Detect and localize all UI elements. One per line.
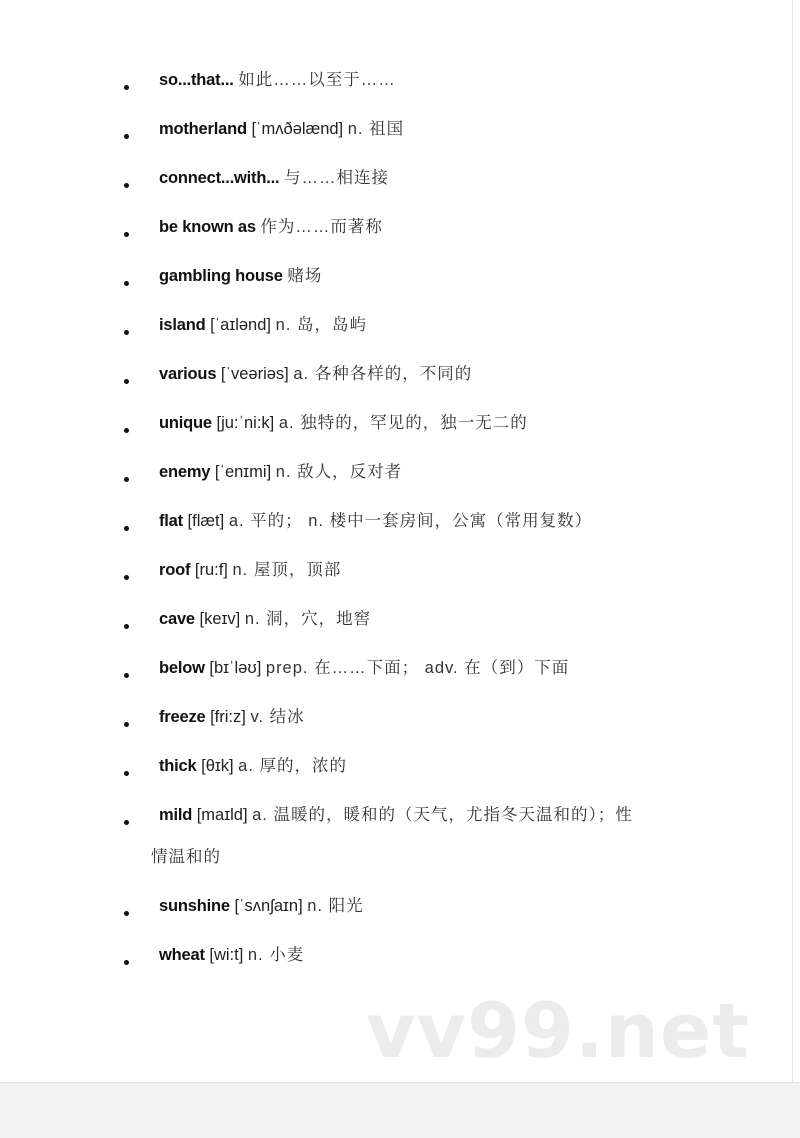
vocab-term: below	[159, 659, 205, 677]
vocab-phonetic: [ju:ˈni:k]	[216, 414, 275, 432]
vocab-item	[0, 207, 760, 256]
vocab-gloss: prep. 在……下面； adv. 在（到）下面	[265, 659, 570, 677]
vocab-item	[0, 746, 760, 795]
vocab-gloss: n. 岛，岛屿	[275, 316, 367, 334]
vocab-phonetic: [ˈenɪmi]	[214, 463, 272, 481]
vocab-gloss: n. 屋顶，顶部	[232, 561, 342, 579]
vocab-term: so...that...	[159, 71, 234, 89]
bullet-icon	[124, 624, 129, 629]
vocab-gloss: n. 阳光	[307, 897, 364, 915]
vocab-item	[0, 550, 760, 599]
vocab-gloss: n. 洞，穴，地窖	[244, 610, 372, 628]
vocab-gloss: a. 各种各样的，不同的	[293, 365, 473, 383]
bullet-icon	[124, 232, 129, 237]
vocab-item	[0, 935, 760, 984]
bullet-icon	[124, 526, 129, 531]
vocab-item	[0, 648, 760, 697]
vocab-item	[0, 305, 760, 354]
vocab-item	[0, 795, 760, 886]
vocab-term: wheat	[159, 946, 205, 964]
vocab-item	[0, 158, 760, 207]
vocab-gloss: a. 温暖的，暖和的（天气，尤指冬天温和的）；性	[252, 806, 633, 824]
vocab-term: cave	[159, 610, 195, 628]
vocab-term: thick	[159, 757, 197, 775]
vocab-item	[0, 501, 760, 550]
vocab-item	[0, 403, 760, 452]
bullet-icon	[124, 820, 129, 825]
vocab-gloss: 如此……以至于……	[238, 71, 396, 89]
vocab-term: mild	[159, 806, 193, 824]
bullet-icon	[124, 134, 129, 139]
vocab-term: flat	[159, 512, 183, 530]
vocab-term: enemy	[159, 463, 211, 481]
vocab-item	[0, 599, 760, 648]
vocab-gloss: a. 平的； n. 楼中一套房间，公寓（常用复数）	[228, 512, 593, 530]
vocab-gloss: v. 结冰	[250, 708, 305, 726]
bullet-icon	[124, 960, 129, 965]
bullet-icon	[124, 428, 129, 433]
vocab-term: freeze	[159, 708, 206, 726]
vocab-phonetic: [ˈmʌðəlænd]	[251, 120, 344, 138]
vocab-phonetic: [ˈsʌnʃaɪn]	[234, 897, 303, 915]
vocab-item	[0, 109, 760, 158]
vocab-phonetic: [maɪld]	[196, 806, 248, 824]
vocab-term: gambling house	[159, 267, 283, 285]
vocab-gloss: a. 厚的，浓的	[238, 757, 348, 775]
vocab-item	[0, 886, 760, 935]
bullet-icon	[124, 575, 129, 580]
bullet-icon	[124, 183, 129, 188]
bullet-icon	[124, 330, 129, 335]
vocab-phonetic: [wi:t]	[209, 946, 244, 964]
vocab-item	[0, 60, 760, 109]
bullet-icon	[124, 85, 129, 90]
vocab-term: connect...with...	[159, 169, 280, 187]
bullet-icon	[124, 722, 129, 727]
vocab-item	[0, 256, 760, 305]
vocab-gloss: 与……相连接	[283, 169, 389, 187]
vocab-gloss: n. 敌人，反对者	[275, 463, 403, 481]
vocab-term: sunshine	[159, 897, 230, 915]
vocab-gloss: n. 小麦	[247, 946, 305, 964]
vocab-term: be known as	[159, 218, 256, 236]
vocab-gloss: 赌场	[287, 267, 323, 285]
bullet-icon	[124, 477, 129, 482]
vocab-item	[0, 354, 760, 403]
bullet-icon	[124, 673, 129, 678]
watermark-text: vv99.net	[366, 986, 750, 1075]
vocab-phonetic: [fri:z]	[210, 708, 246, 726]
vocab-gloss: n. 祖国	[347, 120, 405, 138]
vocab-gloss: a. 独特的，罕见的，独一无二的	[278, 414, 528, 432]
vocab-term: various	[159, 365, 217, 383]
vocab-phonetic: [bɪˈləʊ]	[209, 659, 262, 677]
vocab-phonetic: [flæt]	[187, 512, 225, 530]
page-bottom-margin	[0, 1082, 800, 1138]
bullet-icon	[124, 771, 129, 776]
vocab-item	[0, 452, 760, 501]
bullet-icon	[124, 911, 129, 916]
vocabulary-list	[0, 60, 760, 984]
vocab-gloss: 作为……而著称	[260, 218, 383, 236]
bullet-icon	[124, 379, 129, 384]
vocab-item	[0, 697, 760, 746]
vocab-phonetic: [θɪk]	[201, 757, 234, 775]
vocab-gloss-continued: 情温和的	[151, 848, 221, 866]
vocab-term: unique	[159, 414, 212, 432]
vocab-term: island	[159, 316, 206, 334]
vocab-term: motherland	[159, 120, 247, 138]
vocab-phonetic: [ˈaɪlənd]	[210, 316, 271, 334]
vocab-phonetic: [keɪv]	[199, 610, 241, 628]
vocab-phonetic: [ru:f]	[194, 561, 228, 579]
vocab-term: roof	[159, 561, 191, 579]
bullet-icon	[124, 281, 129, 286]
vocab-phonetic: [ˈveəriəs]	[220, 365, 289, 383]
